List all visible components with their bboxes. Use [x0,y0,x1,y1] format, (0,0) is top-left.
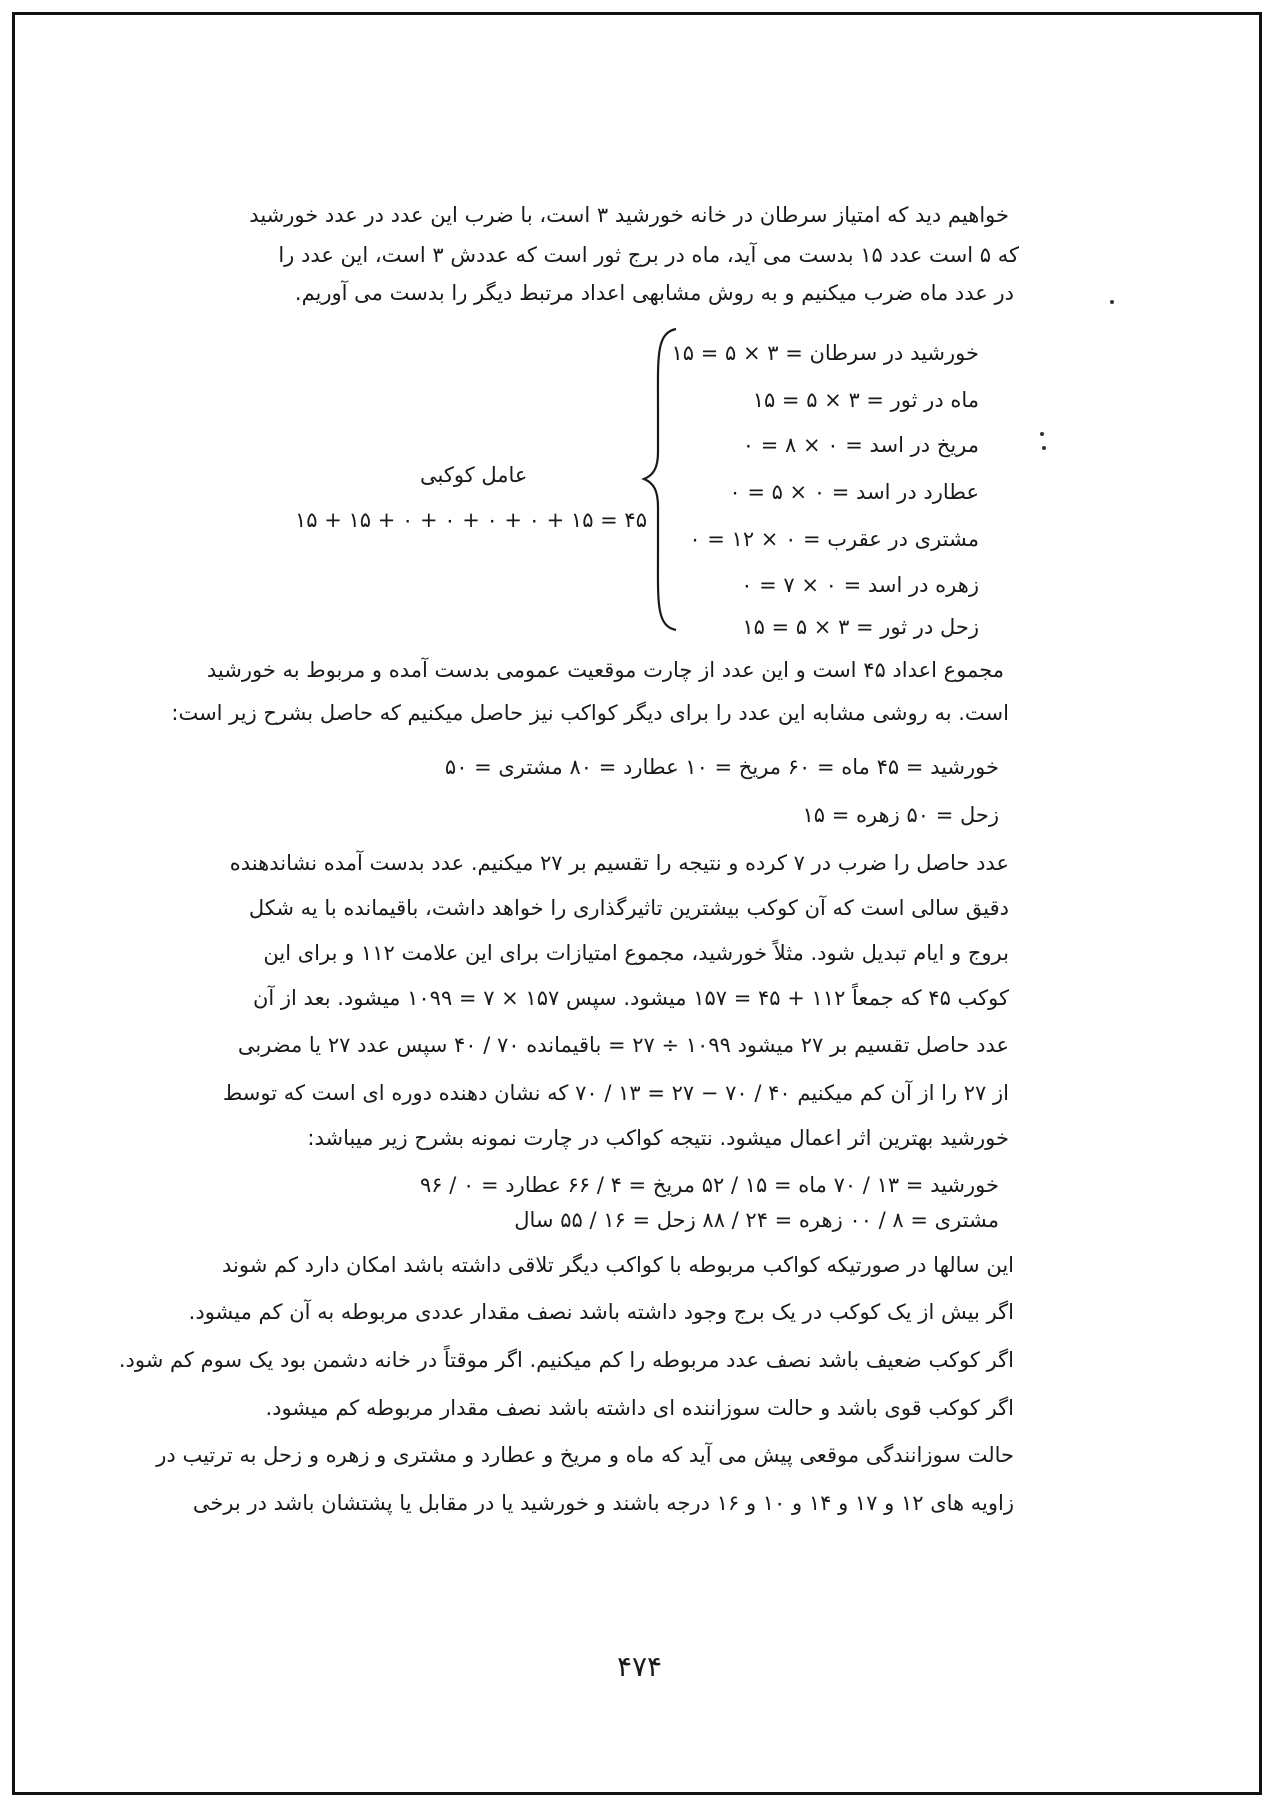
years-row-2: مشتری = ۸ / ۰۰ زهره = ۲۴ / ۸۸ زحل = ۱۶ / ۵۵ سال [514,1208,999,1232]
calc-line-1: عدد حاصل را ضرب در ۷ کرده و نتیجه را تقسیم بر ۲۷ میکنیم. عدد بدست آمده نشاندهنده [229,851,1009,875]
equation-moon: ماه در ثور = ۳ × ۵ = ۱۵ [752,388,979,412]
equation-saturn: زحل در ثور = ۳ × ۵ = ۱۵ [742,615,979,639]
calc-line-6: از ۲۷ را از آن کم میکنیم ۴۰ / ۷۰ − ۲۷ = ۱۳ / ۷۰ که نشان دهنده دوره ای است که توسط [222,1081,1009,1105]
calc-line-2: دقیق سالی است که آن کوکب بیشترین تاثیرگذاری را خواهد داشت، باقیمانده با یه شکل [248,896,1009,920]
planetary-factor-label: عامل کوکبی [420,463,528,487]
equation-mars: مریخ در اسد = ۰ × ۸ = ۰ [742,433,979,457]
calc-line-5: عدد حاصل تقسیم بر ۲۷ میشود ۱۰۹۹ ÷ ۲۷ = باقیمانده ۷۰ / ۴۰ سپس عدد ۲۷ یا مضربی [237,1033,1009,1057]
calc-line-3: بروج و ایام تبدیل شود. مثلاً خورشید، مجموع امتیازات برای این علامت ۱۱۲ و برای این [263,941,1009,965]
middle-line-2: است. به روشی مشابه این عدد را برای دیگر کواکب نیز حاصل میکنیم که حاصل بشرح زیر است: [171,701,1009,725]
calc-line-4: کوکب ۴۵ که جمعاً ۱۱۲ + ۴۵ = ۱۵۷ میشود. سپس ۱۵۷ × ۷ = ۱۰۹۹ میشود. بعد از آن [252,986,1009,1010]
equation-jupiter: مشتری در عقرب = ۰ × ۱۲ = ۰ [689,527,979,551]
closing-line-5: حالت سوزانندگی موقعی پیش می آید که ماه و مریخ و عطارد و مشتری و زهره و زحل به ترتیب در [156,1443,1014,1467]
middle-line-1: مجموع اعداد ۴۵ است و این عدد از چارت موقعیت عمومی بدست آمده و مربوط به خورشید [206,658,1004,682]
equation-sun: خورشید در سرطان = ۳ × ۵ = ۱۵ [671,341,979,365]
calc-line-7: خورشید بهترین اثر اعمال میشود. نتیجه کواکب در چارت نمونه بشرح زیر میباشد: [307,1126,1009,1150]
intro-line-1: خواهیم دید که امتیاز سرطان در خانه خورشید ۳ است، با ضرب این عدد در عدد خورشید [249,203,1009,227]
closing-line-1: این سالها در صورتیکه کواکب مربوطه با کواکب دیگر تلاقی داشته باشد امکان دارد کم شوند [222,1253,1014,1277]
intro-line-3: در عدد ماه ضرب میکنیم و به روش مشابهی اعداد مرتبط دیگر را بدست می آوریم. [294,281,1014,305]
closing-line-6: زاویه های ۱۲ و ۱۷ و ۱۴ و ۱۰ و ۱۶ درجه باشند و خورشید یا در مقابل یا پشتشان باشد در برخی [192,1491,1014,1515]
intro-line-2: که ۵ است عدد ۱۵ بدست می آید، ماه در برج ثور است که عددش ۳ است، این عدد را [278,243,1019,267]
closing-line-2: اگر بیش از یک کوکب در یک برج وجود داشته باشد نصف مقدار عددی مربوطه به آن کم میشود. [188,1300,1014,1324]
page-number: ۴۷۴ [616,1650,663,1683]
closing-line-4: اگر کوکب قوی باشد و حالت سوزاننده ای داشته باشد نصف مقدار مربوطه کم میشود. [265,1396,1014,1420]
years-row-1: خورشید = ۱۳ / ۷۰ ماه = ۱۵ / ۵۲ مریخ = ۴ / ۶۶ عطارد = ۰ / ۹۶ [420,1173,999,1197]
scan-speck [1042,446,1046,450]
scan-speck [1040,432,1044,436]
equation-mercury: عطارد در اسد = ۰ × ۵ = ۰ [729,480,979,504]
scan-speck [1110,300,1114,304]
results-row-1: خورشید = ۴۵ ماه = ۶۰ مریخ = ۱۰ عطارد = ۸۰ مشتری = ۵۰ [444,755,999,779]
curly-brace [640,327,680,632]
results-row-2: زحل = ۵۰ زهره = ۱۵ [802,803,999,827]
planetary-factor-sum: ۱۵ + ۱۵ + ۰ + ۰ + ۰ + ۰ + ۱۵ = ۴۵ [295,508,647,532]
closing-line-3: اگر کوکب ضعیف باشد نصف عدد مربوطه را کم میکنیم. اگر موقتاً در خانه دشمن بود یک سوم کم شود. [118,1348,1014,1372]
equation-venus: زهره در اسد = ۰ × ۷ = ۰ [741,573,979,597]
